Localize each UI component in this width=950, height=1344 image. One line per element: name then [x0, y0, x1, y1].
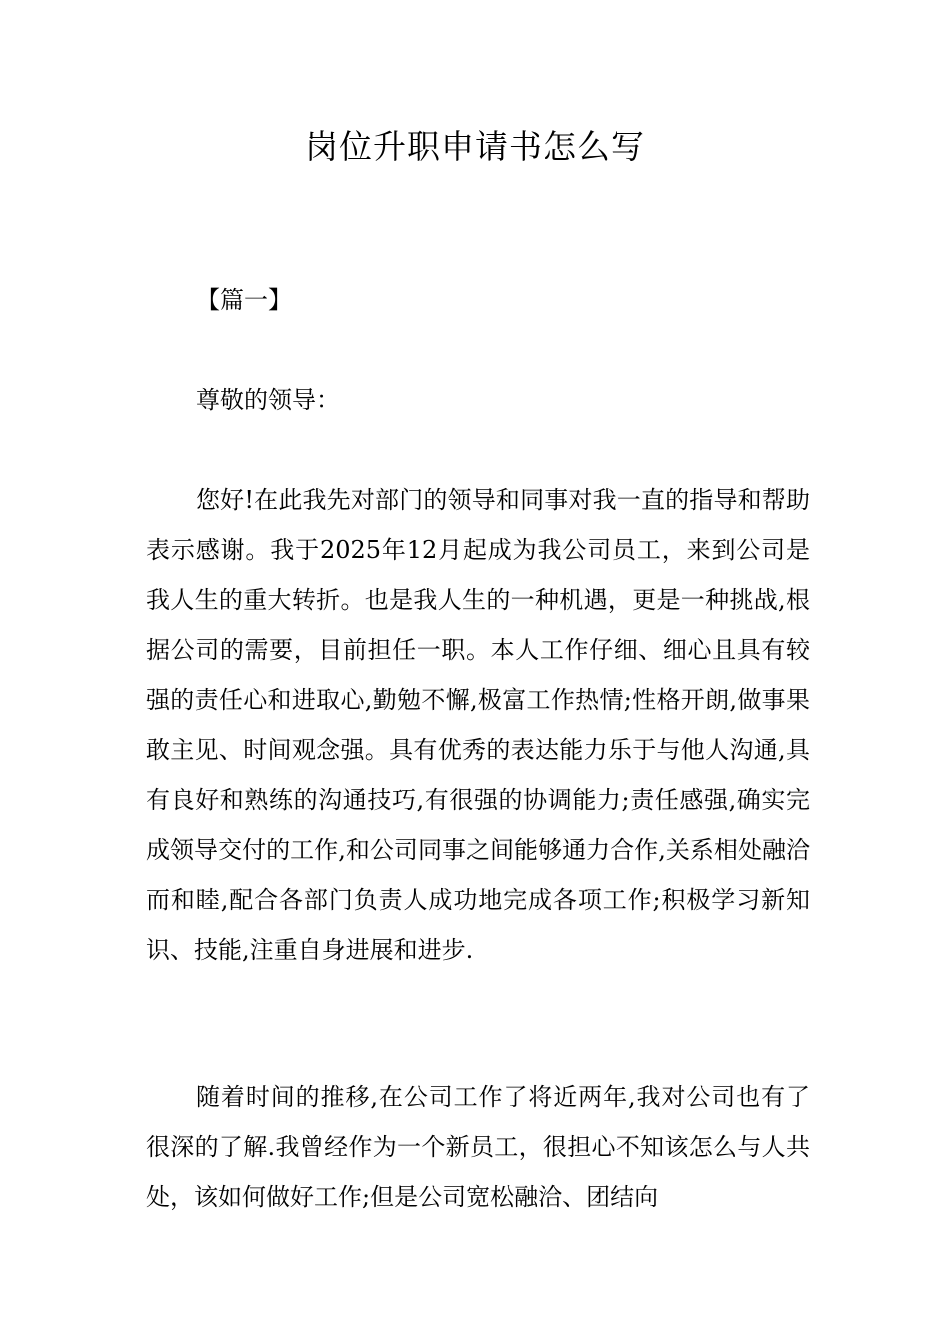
body-paragraph: 您好!在此我先对部门的领导和同事对我一直的指导和帮助表示感谢。我于2025年12月起成为我公司员工，来到公司是我人生的重大转折。也是我人生的一种机遇，更是一种挑战,根据公司的需要，目前担任一职。本人工作仔细、细心且具有较强的责任心和进取心,勤勉不懈,极富工作热情;性格开朗,做事果敢主见、时间观念强。具有优秀的表达能力乐于与他人沟通,具有良好和熟练的沟通技巧,有很强的协调能力;责任感强,确实完成领导交付的工作,和公司同事之间能够通力合作,关系相处融洽而和睦,配合各部门负责人成功地完成各项工作;积极学习新知识、技能,注重自身进展和进步.	[146, 486, 810, 964]
section-label: 【篇一】	[196, 286, 292, 314]
salutation: 尊敬的领导：	[196, 386, 340, 414]
body-paragraph: 随着时间的推移,在公司工作了将近两年,我对公司也有了很深的了解.我曾经作为一个新员工，很担心不知该怎么与人共处，该如何做好工作;但是公司宽松融洽、团结向	[146, 1083, 810, 1211]
document-title: 岗位升职申请书怎么写	[305, 127, 645, 166]
